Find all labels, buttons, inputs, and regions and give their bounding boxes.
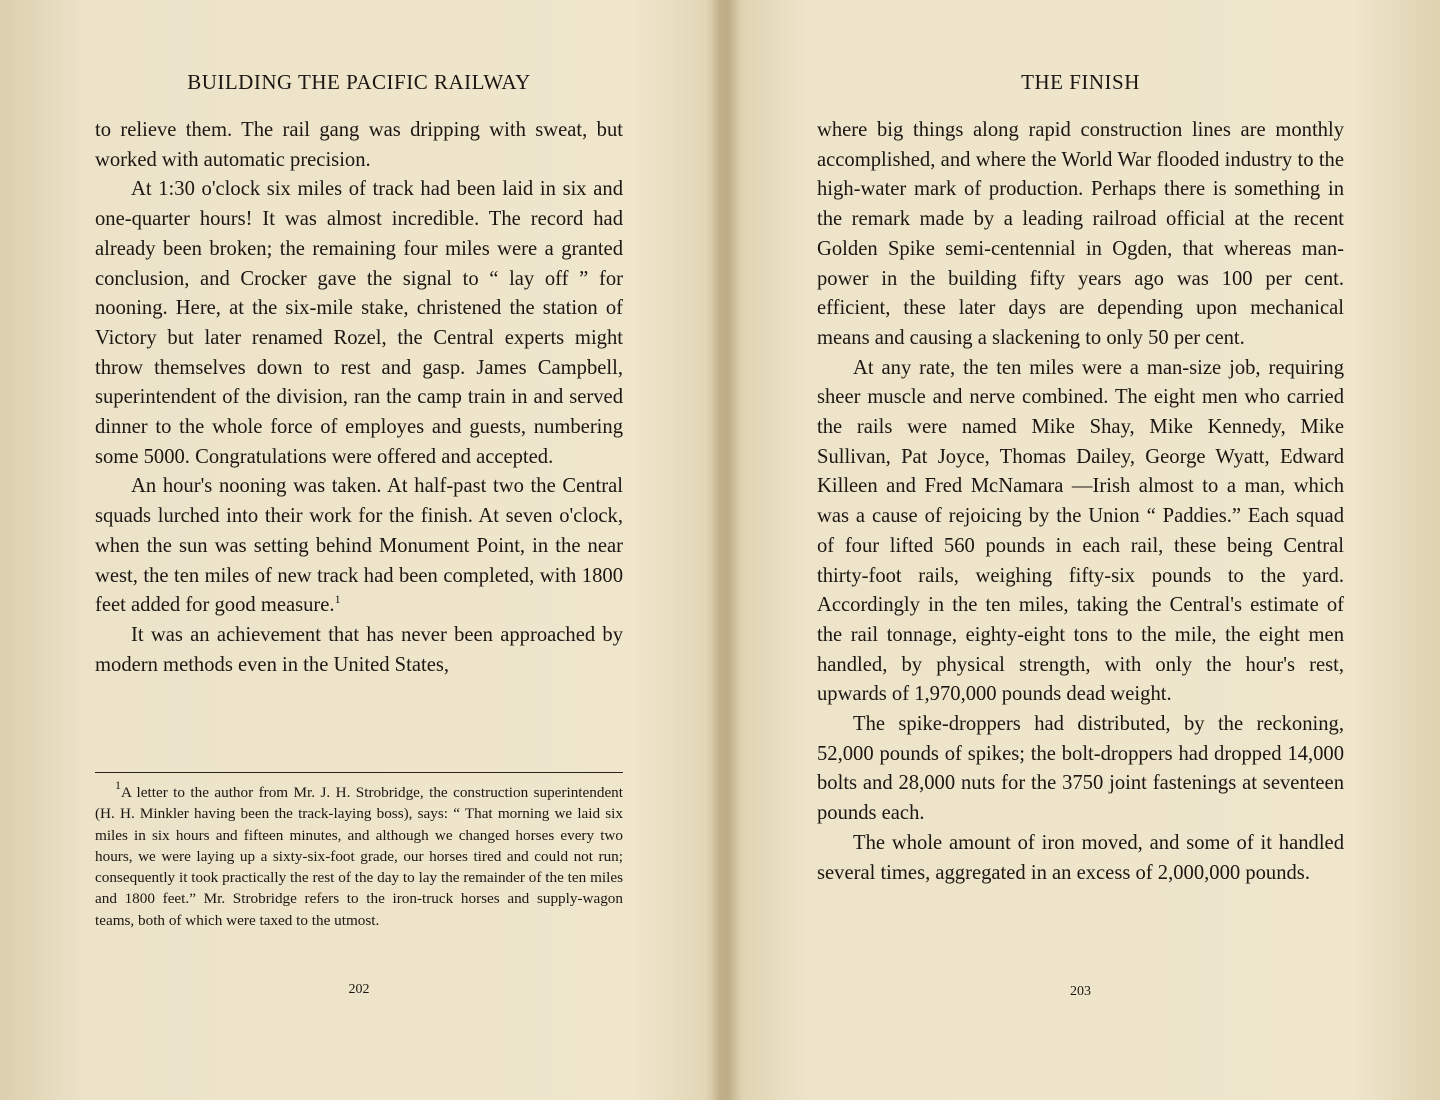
left-page-body: [95, 116, 623, 680]
right-paragraph-2: At any rate, the ten miles were a man-size job, requiring sheer muscle and nerve combined. The eight men who carried the rails were named Mike Shay, Mike Kennedy, Mike Sullivan, Pat Joyce, Thomas Dailey, George Wyatt, Edward Killeen and Fred McNamara —Irish almost to a man, which was a cause of rejoicing by the Union “ Paddies.” Each squad of four lifted 560 pounds in each rail, these being Central thirty-foot rails, weighing fifty-six pounds to the yard. Accordingly in the ten miles, taking the Central's estimate of the rail tonnage, eighty-eight tons to the mile, the eight men handled, by physical strength, with only the hour's rest, upwards of 1,970,000 pounds dead weight.: [817, 356, 1344, 706]
book-gutter: [712, 0, 742, 1100]
left-page-number: 202: [348, 982, 370, 997]
footnote-rule: [95, 772, 623, 773]
right-page: [817, 0, 1344, 1100]
footnote-marker: 1: [115, 778, 121, 792]
left-paragraph-3-text: An hour's nooning was taken. At half-past two the Central squads lurched into their work for the finish. At seven o'clock, when the sun was setting behind Monument Point, in the near west, the ten miles of new track had been completed, with 1800 feet added for good measure.: [95, 475, 623, 617]
right-paragraph-3: The spike-droppers had distributed, by the reckoning, 52,000 pounds of spikes; the bolt-droppers had dropped 14,000 bolts and 28,000 nuts for the 3750 joint fastenings at seventeen pounds each.: [817, 713, 1344, 825]
footnote-text: A letter to the author from Mr. J. H. Strobridge, the construction superintendent (H. H. Minkler having been the track-laying boss), says: “ That morning we laid six miles in six hours and fifteen minutes, and although we changed horses every two hours, we were laying up a sixty-six-foot grade, our horses tired and could not run; consequently it took practically the rest of the day to lay the remainder of the ten miles and 1800 feet.” Mr. Strobridge refers to the iron-truck horses and supply-wagon teams, both of which were taxed to the utmost.: [95, 784, 623, 929]
left-paragraph-3: [95, 472, 623, 621]
left-running-head: BUILDING THE PACIFIC RAILWAY: [187, 70, 531, 94]
right-running-head: THE FINISH: [1021, 70, 1140, 94]
left-paragraph-1: to relieve them. The rail gang was dripping with sweat, but worked with automatic precision.: [95, 119, 623, 171]
left-page: [95, 0, 623, 1100]
footnote: [95, 778, 623, 931]
right-paragraph-1: where big things along rapid construction lines are monthly accomplished, and where the World War flooded industry to the high-water mark of production. Perhaps there is something in the remark made by a leading railroad official at the recent Golden Spike semi-centennial in Ogden, that whereas man-power in the building fifty years ago was 100 per cent. efficient, these later days are depending upon mechanical means and causing a slackening to only 50 per cent.: [817, 119, 1344, 349]
right-page-body: [817, 116, 1344, 888]
right-page-number: 203: [1070, 984, 1091, 999]
footnote-reference: 1: [334, 592, 341, 607]
right-paragraph-4: The whole amount of iron moved, and some of it handled several times, aggregated in an excess of 2,000,000 pounds.: [817, 831, 1344, 884]
left-paragraph-4: It was an achievement that has never been approached by modern methods even in the United States,: [95, 623, 623, 676]
left-paragraph-2: At 1:30 o'clock six miles of track had been laid in six and one-quarter hours! It was almost incredible. The record had already been broken; the remaining four miles were a granted conclusion, and Crocker gave the signal to “ lay off ” for nooning. Here, at the six-mile stake, christened the station of Victory but later renamed Rozel, the Central experts might throw themselves down to rest and gasp. James Campbell, superintendent of the division, ran the camp train in and served dinner to the whole force of employes and guests, numbering some 5000. Congratulations were offered and accepted.: [95, 178, 623, 468]
